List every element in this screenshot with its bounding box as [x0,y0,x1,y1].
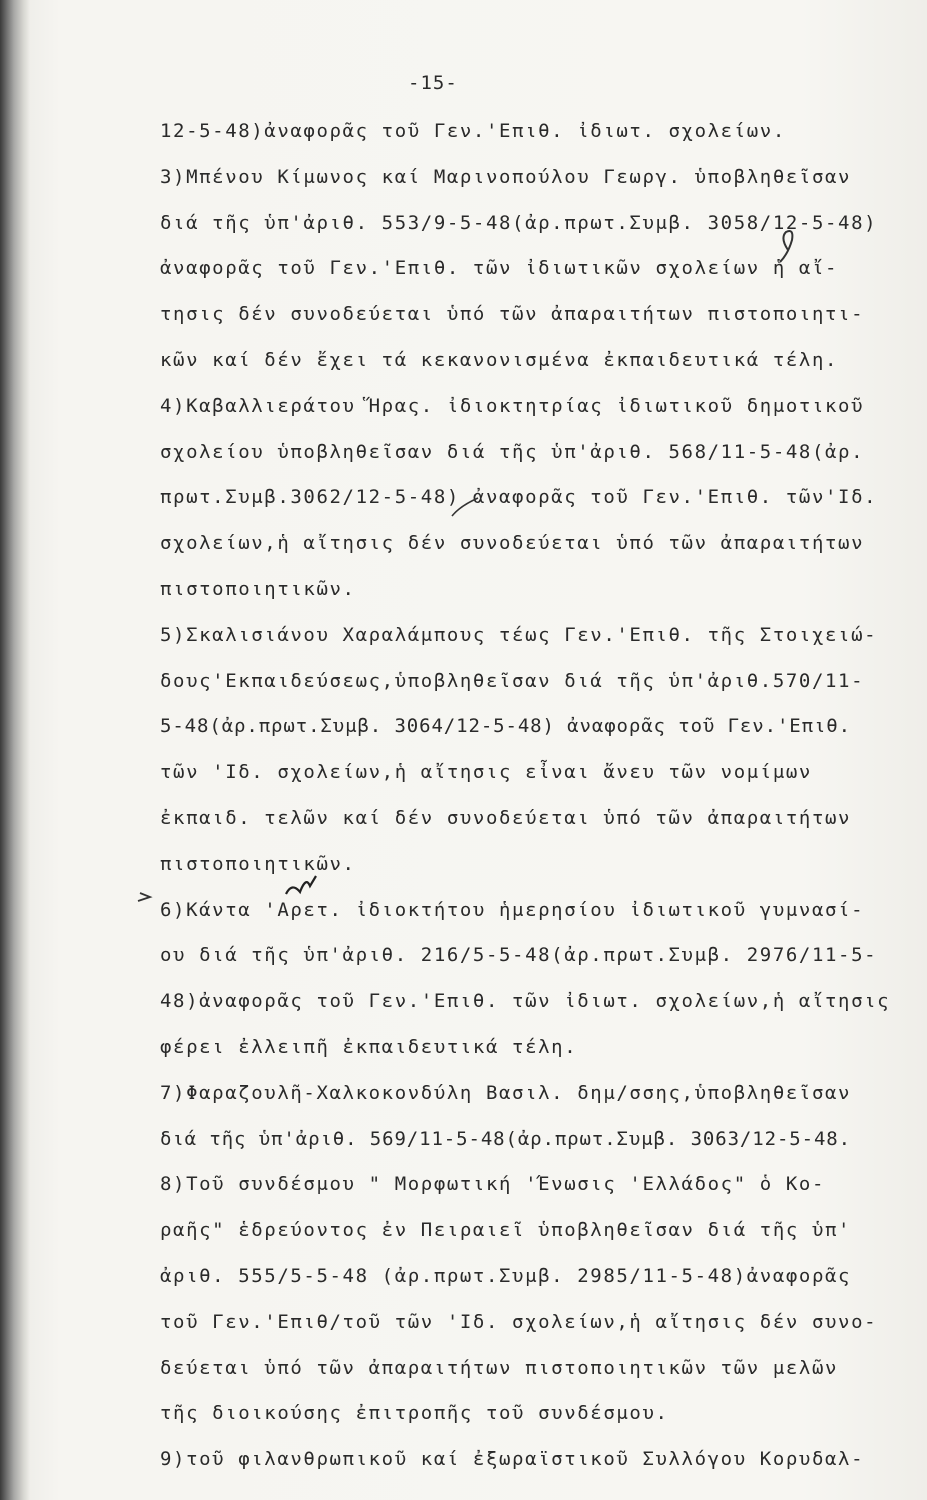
text-line: δεύεται ὑπό τῶν ἀπαραιτήτων πιστοποιητικῶν τῶν μελῶν [160,1356,839,1379]
text-line: 48)ἀναφορᾶς τοῦ Γεν.'Επιθ. τῶν ἰδιωτ. σχολείων,ἡ αἴτησις [160,990,891,1013]
text-line: 7)Φαραζουλῆ-Χαλκοκονδύλη Βασιλ. δημ/σσης,ὑποβληθεῖσαν [160,1081,852,1104]
text-line: 5-48(ἀρ.πρωτ.Συμβ. 3064/12-5-48) ἀναφορᾶς τοῦ Γεν.'Επιθ. [160,715,851,738]
text-line: πιστοποιητικῶν. [160,852,356,875]
text-line: τῶν 'Ιδ. σχολείων,ἡ αἴτησις εἶναι ἄνευ τῶν νομίμων [160,761,812,784]
text-line: 5)Σκαλισιάνου Χαραλάμπους τέως Γεν.'Επιθ. τῆς Στοιχειώ- [160,623,878,646]
text-line: φέρει ἐλλειπῆ ἐκπαιδευτικά τέλη. [160,1035,578,1058]
text-line: ἀναφορᾶς τοῦ Γεν.'Επιθ. τῶν ἰδιωτικῶν σχολείων ἡ αἴ- [160,257,839,280]
text-line: δους'Εκπαιδεύσεως,ὑποβληθεῖσαν διά τῆς ὑπ'ἀριθ.570/11- [160,669,865,692]
text-line: κῶν καί δέν ἔχει τά κεκανονισμένα ἐκπαιδευτικά τέλη. [160,348,839,371]
text-line: 9)τοῦ φιλανθρωπικοῦ καί ἐξωραϊστικοῦ Συλλόγου Κορυδαλ- [160,1448,865,1471]
text-line: ου διά τῆς ὑπ'ἀριθ. 216/5-5-48(ἀρ.πρωτ.Συμβ. 2976/11-5- [160,944,878,967]
text-line: πιστοποιητικῶν. [160,577,356,600]
text-line: πρωτ.Συμβ.3062/12-5-48) ἀναφορᾶς τοῦ Γεν.'Επιθ. τῶν'Ιδ. [160,486,878,509]
text-line: 3)Μπένου Κίμωνος καί Μαρινοπούλου Γεωργ. ὑποβληθεῖσαν [160,165,852,188]
text-line: 12-5-48)ἀναφορᾶς τοῦ Γεν.'Επιθ. ἰδιωτ. σχολείων. [160,120,786,142]
pen-stroke-arrow [138,893,150,901]
text-line: σχολείου ὑποβληθεῖσαν διά τῆς ὑπ'ἀριθ. 568/11-5-48(ἀρ. [160,440,865,463]
text-line: τῆς διοικούσης ἐπιτροπῆς τοῦ συνδέσμου. [160,1402,669,1425]
text-line: τησις δέν συνοδεύεται ὑπό τῶν ἀπαραιτήτων πιστοποιητι- [160,303,865,326]
binding-shadow [0,0,30,1500]
page-number: -15- [408,72,458,94]
text-line: 6)Κάντα 'Αρετ. ἰδιοκτήτου ἡμερησίου ἰδιωτικοῦ γυμνασί- [160,898,865,921]
text-line: ἐκπαιδ. τελῶν καί δέν συνοδεύεται ὑπό τῶν ἀπαραιτήτων [160,806,852,829]
text-line: τοῦ Γεν.'Επιθ/τοῦ τῶν 'Ιδ. σχολείων,ἡ αἴτησις δέν συνο- [160,1310,878,1333]
text-line: διά τῆς ὑπ'ἀριθ. 553/9-5-48(ἀρ.πρωτ.Συμβ. 3058/12-5-48) [160,211,878,234]
text-line: ραῆς" ἑδρεύοντος ἐν Πειραιεῖ ὑποβληθεῖσαν διά τῆς ὑπ' [160,1219,852,1242]
typed-text-body [160,116,900,1490]
text-line: ἀριθ. 555/5-5-48 (ἀρ.πρωτ.Συμβ. 2985/11-5-48)ἀναφορᾶς [160,1264,852,1287]
text-line: 4)Καβαλλιεράτου Ἥρας. ἰδιοκτητρίας ἰδιωτικοῦ δημοτικοῦ [160,394,865,417]
text-line: 8)Τοῦ συνδέσμου " Μορφωτική 'Ένωσις 'Ελλάδος" ὁ Κο- [160,1173,825,1196]
text-line: σχολείων,ἡ αἴτησις δέν συνοδεύεται ὑπό τῶν ἀπαραιτήτων [160,532,865,555]
text-line: διά τῆς ὑπ'ἀριθ. 569/11-5-48(ἀρ.πρωτ.Συμβ. 3063/12-5-48. [160,1127,851,1150]
